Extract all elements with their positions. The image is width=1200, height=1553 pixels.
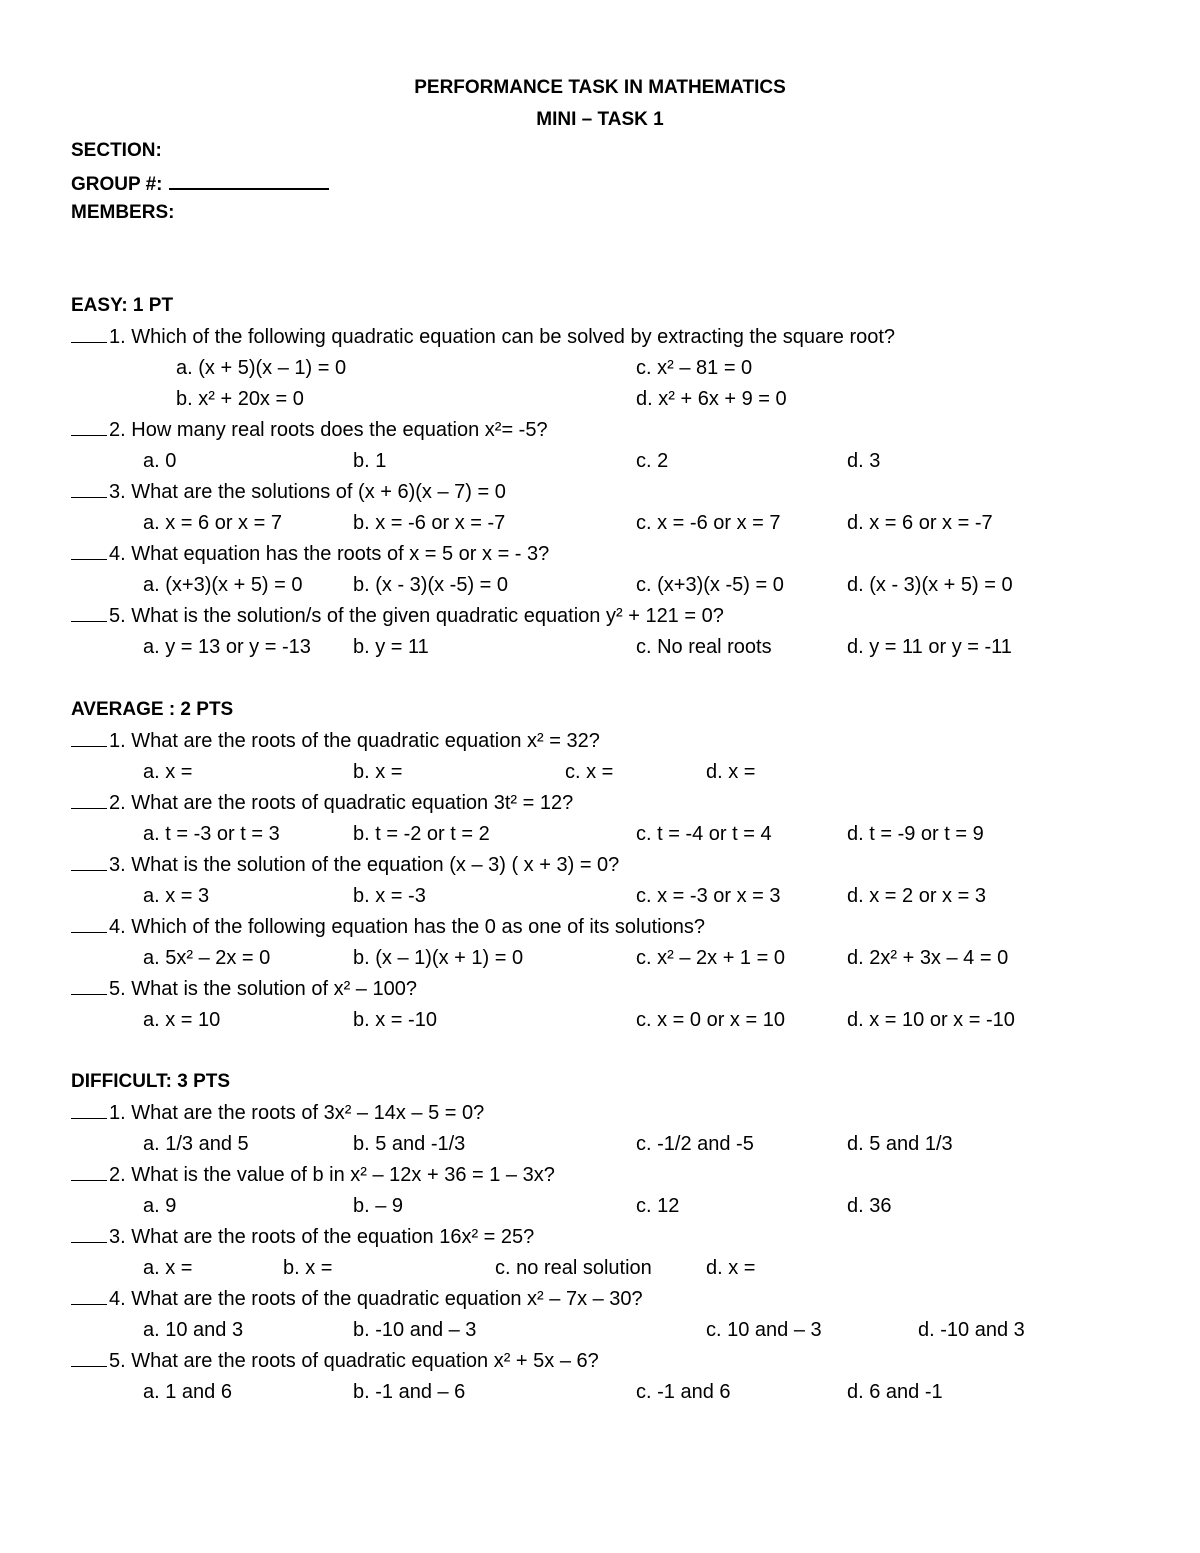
question-text: What are the roots of the equation 16x² = 25? bbox=[131, 1226, 535, 1248]
option-b[interactable]: b. -1 and – 6 bbox=[353, 1381, 466, 1403]
easy-question-5 bbox=[71, 603, 724, 629]
question-text: Which of the following equation has the 0 as one of its solutions? bbox=[131, 916, 705, 938]
answer-blank[interactable] bbox=[71, 914, 107, 933]
option-d[interactable]: d. x = bbox=[706, 761, 756, 783]
option-d[interactable]: d. 36 bbox=[847, 1195, 892, 1217]
average-question-4 bbox=[71, 914, 705, 940]
option-c[interactable]: c. 2 bbox=[636, 450, 669, 472]
easy-q4-options bbox=[0, 572, 1200, 598]
answer-blank[interactable] bbox=[71, 790, 107, 809]
average-question-1 bbox=[71, 728, 600, 754]
difficult-q5-options bbox=[0, 1379, 1200, 1405]
question-text: What are the roots of the quadratic equation x² = 32? bbox=[131, 730, 600, 752]
answer-blank[interactable] bbox=[71, 728, 107, 747]
easy-q1-options-row-1 bbox=[0, 355, 1200, 381]
difficult-question-1 bbox=[71, 1100, 484, 1126]
option-b[interactable]: b. t = -2 or t = 2 bbox=[353, 823, 490, 845]
page-subtitle: MINI – TASK 1 bbox=[536, 109, 664, 130]
option-b[interactable]: b. – 9 bbox=[353, 1195, 404, 1217]
option-d[interactable]: d. (x - 3)(x + 5) = 0 bbox=[847, 574, 1013, 596]
option-d[interactable]: d. t = -9 or t = 9 bbox=[847, 823, 984, 845]
option-a[interactable]: a. x = bbox=[143, 761, 193, 783]
option-c[interactable]: c. x = -6 or x = 7 bbox=[636, 512, 781, 534]
question-number: 5. bbox=[109, 1350, 126, 1372]
group-label: GROUP #: bbox=[71, 174, 163, 195]
option-b[interactable]: b. x = -3 bbox=[353, 885, 426, 907]
question-number: 4. bbox=[109, 1288, 126, 1310]
answer-blank[interactable] bbox=[71, 1286, 107, 1305]
option-b[interactable]: b. x² + 20x = 0 bbox=[176, 388, 304, 410]
option-d[interactable]: d. 3 bbox=[847, 450, 881, 472]
average-question-3 bbox=[71, 852, 619, 878]
question-text: How many real roots does the equation x²= -5? bbox=[131, 419, 548, 441]
option-c[interactable]: c. x² – 81 = 0 bbox=[636, 357, 753, 379]
difficult-question-3 bbox=[71, 1224, 534, 1250]
difficult-q1-options bbox=[0, 1131, 1200, 1157]
difficult-q4-options bbox=[0, 1317, 1200, 1343]
average-q1-options bbox=[0, 759, 1200, 785]
answer-blank[interactable] bbox=[71, 1224, 107, 1243]
average-q3-options bbox=[0, 883, 1200, 909]
easy-heading: EASY: 1 PT bbox=[71, 295, 174, 316]
question-text: What equation has the roots of x = 5 or x = - 3? bbox=[131, 543, 550, 565]
option-b[interactable]: b. x = bbox=[353, 761, 403, 783]
answer-blank[interactable] bbox=[71, 603, 107, 622]
option-a[interactable]: a. (x+3)(x + 5) = 0 bbox=[143, 574, 303, 596]
question-number: 3. bbox=[109, 854, 126, 876]
answer-blank[interactable] bbox=[71, 479, 107, 498]
option-b[interactable]: b. x = -6 or x = -7 bbox=[353, 512, 506, 534]
option-a[interactable]: a. 1 and 6 bbox=[143, 1381, 232, 1403]
easy-q5-options bbox=[0, 634, 1200, 660]
option-a[interactable]: a. 1/3 and 5 bbox=[143, 1133, 249, 1155]
option-a[interactable]: a. (x + 5)(x – 1) = 0 bbox=[176, 357, 347, 379]
option-b[interactable]: b. y = 11 bbox=[353, 636, 429, 658]
question-text: What are the roots of 3x² – 14x – 5 = 0? bbox=[131, 1102, 485, 1124]
option-c[interactable]: c. -1 and 6 bbox=[636, 1381, 731, 1403]
option-a[interactable]: a. 0 bbox=[143, 450, 177, 472]
option-c[interactable]: c. x = 0 or x = 10 bbox=[636, 1009, 785, 1031]
question-number: 2. bbox=[109, 792, 126, 814]
option-c[interactable]: c. t = -4 or t = 4 bbox=[636, 823, 772, 845]
average-heading: AVERAGE : 2 PTS bbox=[71, 699, 234, 720]
option-d[interactable]: d. x = bbox=[706, 1257, 756, 1279]
option-b[interactable]: b. (x - 3)(x -5) = 0 bbox=[353, 574, 509, 596]
option-d[interactable]: d. 2x² + 3x – 4 = 0 bbox=[847, 947, 1009, 969]
option-b[interactable]: b. -10 and – 3 bbox=[353, 1319, 477, 1341]
question-text: Which of the following quadratic equation can be solved by extracting the square root? bbox=[131, 326, 896, 348]
average-q5-options bbox=[0, 1007, 1200, 1033]
option-c[interactable]: c. 12 bbox=[636, 1195, 680, 1217]
option-c[interactable]: c. no real solution bbox=[495, 1257, 652, 1279]
average-q2-options bbox=[0, 821, 1200, 847]
option-a[interactable]: a. y = 13 or y = -13 bbox=[143, 636, 311, 658]
option-d[interactable]: d. x = 6 or x = -7 bbox=[847, 512, 993, 534]
question-text: What is the value of b in x² – 12x + 36 = 1 – 3x? bbox=[131, 1164, 555, 1186]
option-d[interactable]: d. x = 2 or x = 3 bbox=[847, 885, 986, 907]
average-q4-options bbox=[0, 945, 1200, 971]
option-c[interactable]: c. (x+3)(x -5) = 0 bbox=[636, 574, 784, 596]
question-number: 3. bbox=[109, 1226, 126, 1248]
option-a[interactable]: a. 5x² – 2x = 0 bbox=[143, 947, 271, 969]
difficult-question-5 bbox=[71, 1348, 599, 1374]
option-b[interactable]: b. x = bbox=[283, 1257, 333, 1279]
group-blank-line[interactable] bbox=[169, 170, 329, 190]
question-text: What are the roots of quadratic equation x² + 5x – 6? bbox=[131, 1350, 599, 1372]
easy-question-1 bbox=[71, 324, 895, 350]
question-number: 5. bbox=[109, 978, 126, 1000]
group-row bbox=[71, 170, 329, 197]
option-c[interactable]: c. x² – 2x + 1 = 0 bbox=[636, 947, 785, 969]
option-a[interactable]: a. t = -3 or t = 3 bbox=[143, 823, 280, 845]
question-number: 4. bbox=[109, 916, 126, 938]
option-d[interactable]: d. x² + 6x + 9 = 0 bbox=[636, 388, 787, 410]
question-number: 2. bbox=[109, 419, 126, 441]
option-d[interactable]: d. 6 and -1 bbox=[847, 1381, 943, 1403]
option-d[interactable]: d. -10 and 3 bbox=[918, 1319, 1025, 1341]
question-number: 2. bbox=[109, 1164, 126, 1186]
difficult-q2-options bbox=[0, 1193, 1200, 1219]
question-number: 1. bbox=[109, 1102, 126, 1124]
answer-blank[interactable] bbox=[71, 324, 107, 343]
option-c[interactable]: c. 10 and – 3 bbox=[706, 1319, 822, 1341]
option-b[interactable]: b. x = -10 bbox=[353, 1009, 437, 1031]
easy-q2-options bbox=[0, 448, 1200, 474]
option-c[interactable]: c. No real roots bbox=[636, 636, 772, 658]
easy-question-2 bbox=[71, 417, 548, 443]
option-d[interactable]: d. x = 10 or x = -10 bbox=[847, 1009, 1015, 1031]
answer-blank[interactable] bbox=[71, 1162, 107, 1181]
question-text: What is the solution of x² – 100? bbox=[131, 978, 417, 1000]
option-c[interactable]: c. x = -3 or x = 3 bbox=[636, 885, 781, 907]
answer-blank[interactable] bbox=[71, 976, 107, 995]
option-a[interactable]: a. x = bbox=[143, 1257, 193, 1279]
answer-blank[interactable] bbox=[71, 541, 107, 560]
option-c[interactable]: c. -1/2 and -5 bbox=[636, 1133, 754, 1155]
option-a[interactable]: a. 9 bbox=[143, 1195, 177, 1217]
option-a[interactable]: a. x = 10 bbox=[143, 1009, 221, 1031]
option-a[interactable]: a. x = 6 or x = 7 bbox=[143, 512, 282, 534]
option-a[interactable]: a. x = 3 bbox=[143, 885, 210, 907]
easy-question-3 bbox=[71, 479, 506, 505]
question-number: 4. bbox=[109, 543, 126, 565]
option-b[interactable]: b. 1 bbox=[353, 450, 387, 472]
question-text: What are the roots of the quadratic equation x² – 7x – 30? bbox=[131, 1288, 643, 1310]
question-text: What is the solution/s of the given quadratic equation y² + 121 = 0? bbox=[131, 605, 724, 627]
answer-blank[interactable] bbox=[71, 1100, 107, 1119]
answer-blank[interactable] bbox=[71, 417, 107, 436]
question-number: 3. bbox=[109, 481, 126, 503]
section-label: SECTION: bbox=[71, 140, 162, 161]
answer-blank[interactable] bbox=[71, 852, 107, 871]
question-number: 5. bbox=[109, 605, 126, 627]
easy-question-4 bbox=[71, 541, 549, 567]
average-question-2 bbox=[71, 790, 573, 816]
question-text: What is the solution of the equation (x – 3) ( x + 3) = 0? bbox=[131, 854, 620, 876]
difficult-question-4 bbox=[71, 1286, 643, 1312]
question-text: What are the solutions of (x + 6)(x – 7) = 0 bbox=[131, 481, 506, 503]
option-d[interactable]: d. 5 and 1/3 bbox=[847, 1133, 953, 1155]
difficult-q3-options bbox=[0, 1255, 1200, 1281]
question-text: What are the roots of quadratic equation 3t² = 12? bbox=[131, 792, 574, 814]
easy-q1-options-row-2 bbox=[0, 386, 1200, 412]
option-c[interactable]: c. x = bbox=[565, 761, 614, 783]
option-b[interactable]: b. 5 and -1/3 bbox=[353, 1133, 466, 1155]
question-number: 1. bbox=[109, 730, 126, 752]
question-number: 1. bbox=[109, 326, 126, 348]
page-title: PERFORMANCE TASK IN MATHEMATICS bbox=[414, 77, 786, 98]
option-b[interactable]: b. (x – 1)(x + 1) = 0 bbox=[353, 947, 524, 969]
difficult-heading: DIFFICULT: 3 PTS bbox=[71, 1071, 231, 1092]
option-a[interactable]: a. 10 and 3 bbox=[143, 1319, 244, 1341]
difficult-question-2 bbox=[71, 1162, 555, 1188]
easy-q3-options bbox=[0, 510, 1200, 536]
average-question-5 bbox=[71, 976, 417, 1002]
members-label: MEMBERS: bbox=[71, 202, 175, 223]
answer-blank[interactable] bbox=[71, 1348, 107, 1367]
option-d[interactable]: d. y = 11 or y = -11 bbox=[847, 636, 1012, 658]
